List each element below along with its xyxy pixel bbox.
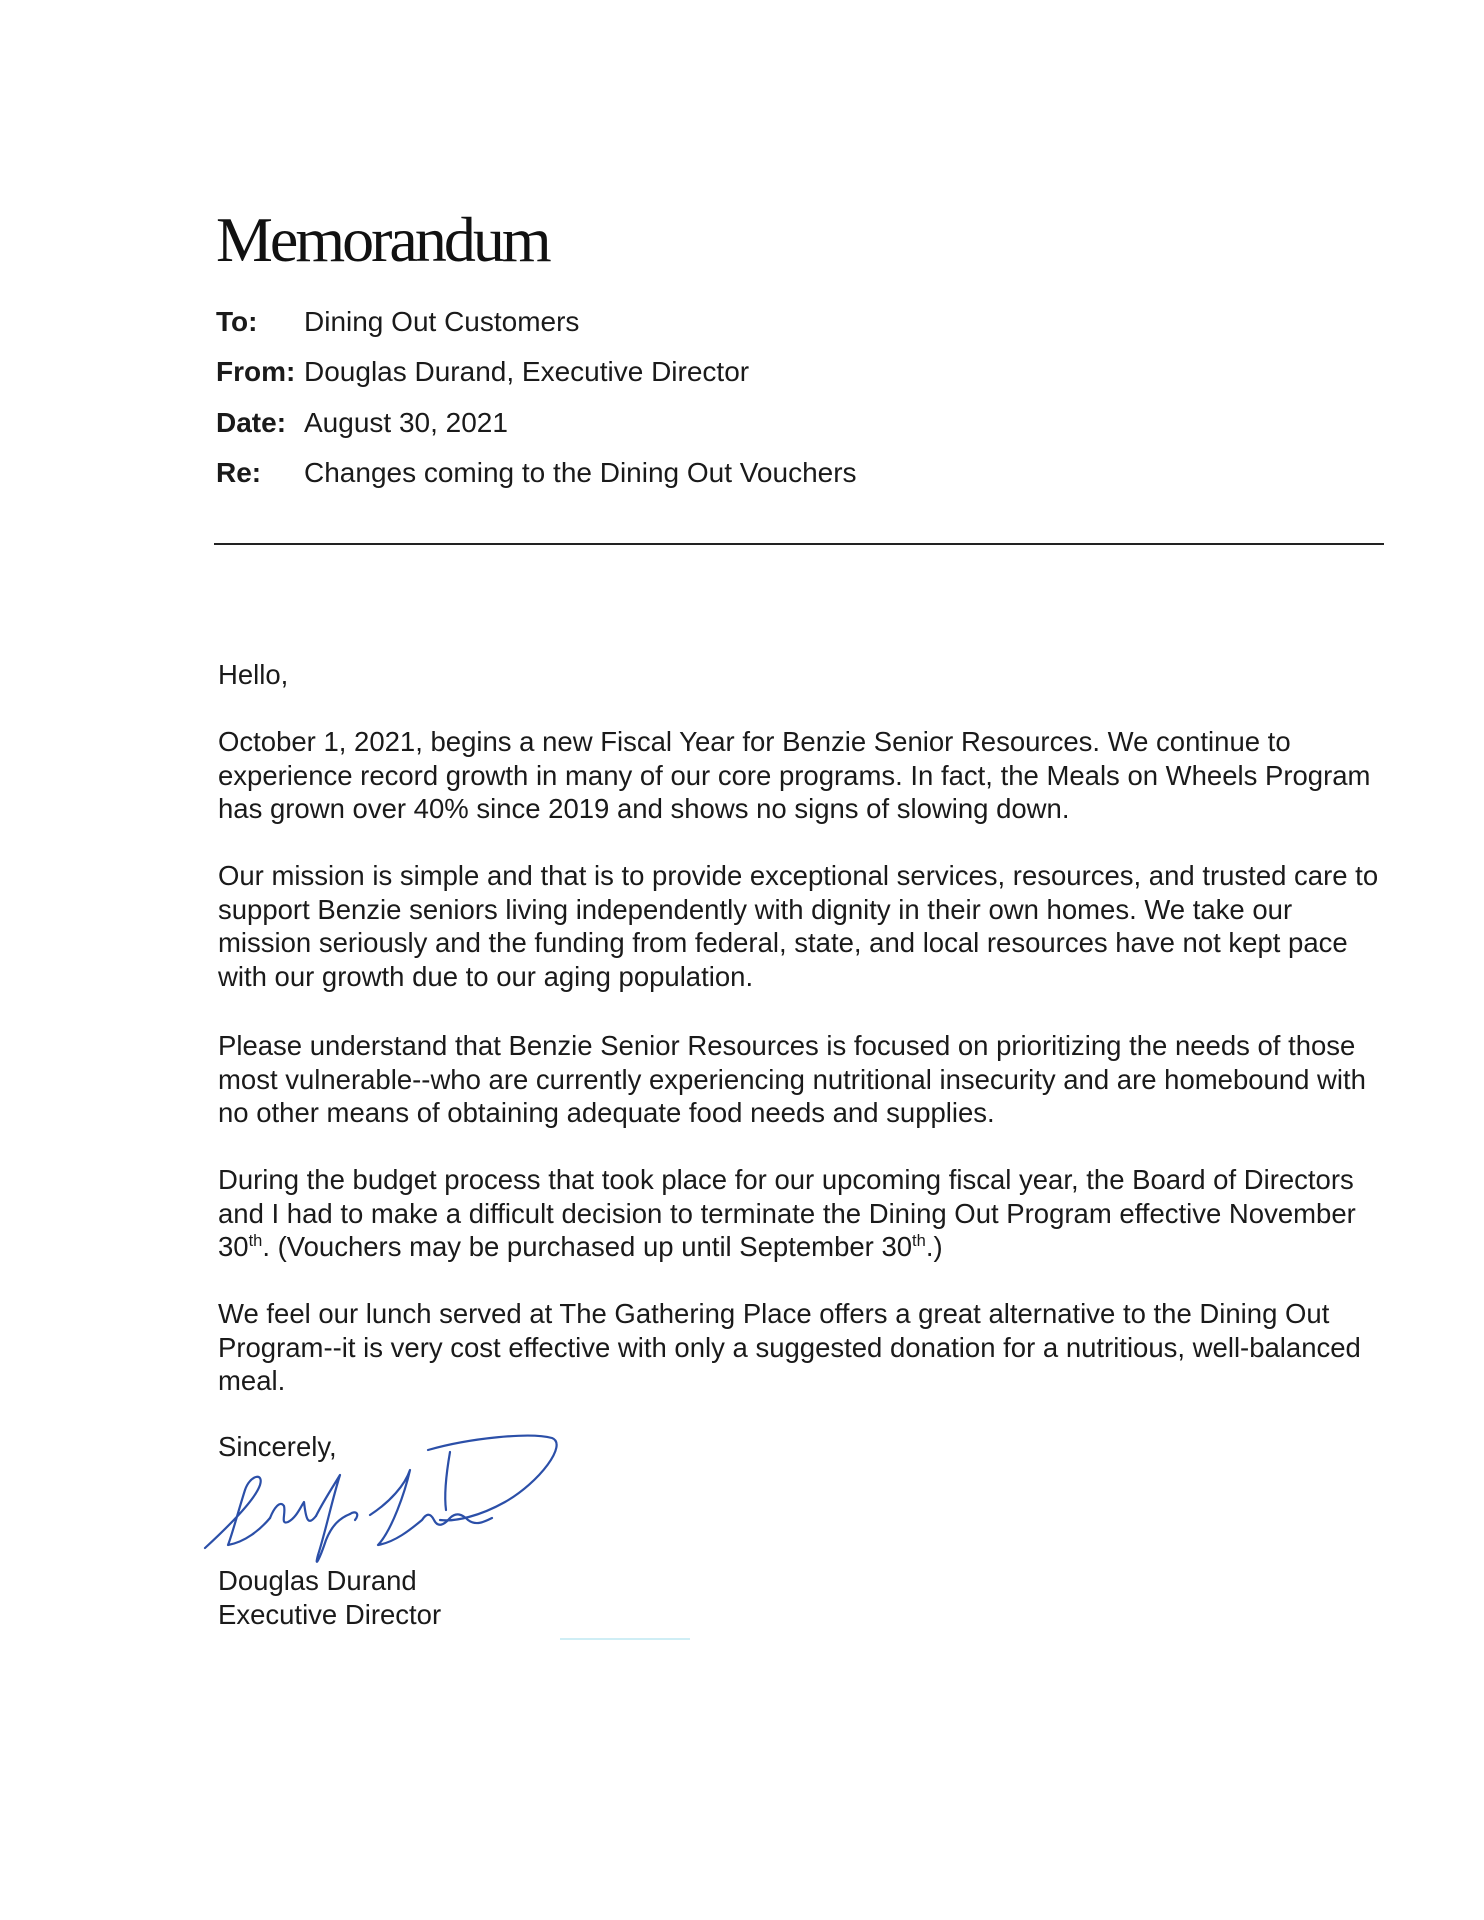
paragraph-2-text: Our mission is simple and that is to provide exceptional services, resources, and trusted care to support Benzie seniors living independently with dignity in their own homes. We take our mission seriously and the funding from federal, state, and local resources have not kept pace with our growth due to our aging population. bbox=[218, 860, 1379, 992]
superscript-th-2: th bbox=[912, 1231, 926, 1250]
to-value: Dining Out Customers bbox=[304, 306, 580, 337]
paragraph-4-text bbox=[218, 1163, 1388, 1264]
date-value: August 30, 2021 bbox=[304, 407, 508, 438]
paragraph-1 bbox=[218, 725, 1388, 826]
paragraph-5 bbox=[218, 1297, 1388, 1398]
signer-title: Executive Director bbox=[218, 1598, 442, 1630]
greeting bbox=[218, 658, 1388, 692]
memo-title: Memorandum bbox=[216, 204, 549, 275]
to-label: To: bbox=[216, 306, 258, 337]
header-divider bbox=[214, 543, 1384, 545]
scan-artifact-line bbox=[560, 1638, 690, 1640]
date-label: Date: bbox=[216, 407, 287, 438]
closing-text: Sincerely, bbox=[218, 1431, 337, 1462]
paragraph-3 bbox=[218, 1029, 1388, 1130]
paragraph-1-text: October 1, 2021, begins a new Fiscal Year for Benzie Senior Resources. We continue to experience record growth in many of our core programs. In fact, the Meals on Wheels Program has grown over 40% since 2019 and shows no signs of slowing down. bbox=[218, 726, 1371, 824]
signer-name: Douglas Durand bbox=[218, 1565, 417, 1596]
signer-block bbox=[218, 1564, 1388, 1631]
from-label: From: bbox=[216, 356, 296, 387]
from-value: Douglas Durand, Executive Director bbox=[304, 356, 750, 387]
paragraph-2 bbox=[218, 859, 1388, 993]
re-value: Changes coming to the Dining Out Vouchers bbox=[304, 457, 857, 488]
paragraph-4 bbox=[218, 1163, 1388, 1264]
superscript-th-1: th bbox=[248, 1231, 263, 1250]
paragraph-4-part-b: . (Vouchers may be purchased up until September 30 bbox=[262, 1231, 913, 1262]
re-label: Re: bbox=[216, 457, 262, 488]
paragraph-3-text: Please understand that Benzie Senior Resources is focused on prioritizing the needs of those most vulnerable--who are currently experiencing nutritional insecurity and are homebound with no other means of obtaining adequate food needs and supplies. bbox=[218, 1030, 1366, 1128]
paragraph-4-part-c: .) bbox=[925, 1231, 943, 1262]
paragraph-4-part-a: During the budget process that took place for our upcoming fiscal year, the Board of Directors and I had to make a difficult decision to terminate the Dining Out Program effective November 30 bbox=[218, 1164, 1356, 1262]
greeting-text: Hello, bbox=[218, 659, 289, 690]
paragraph-5-text: We feel our lunch served at The Gathering Place offers a great alternative to the Dining Out Program--it is very cost effective with only a suggested donation for a nutritious, well-balanced meal. bbox=[218, 1298, 1361, 1396]
